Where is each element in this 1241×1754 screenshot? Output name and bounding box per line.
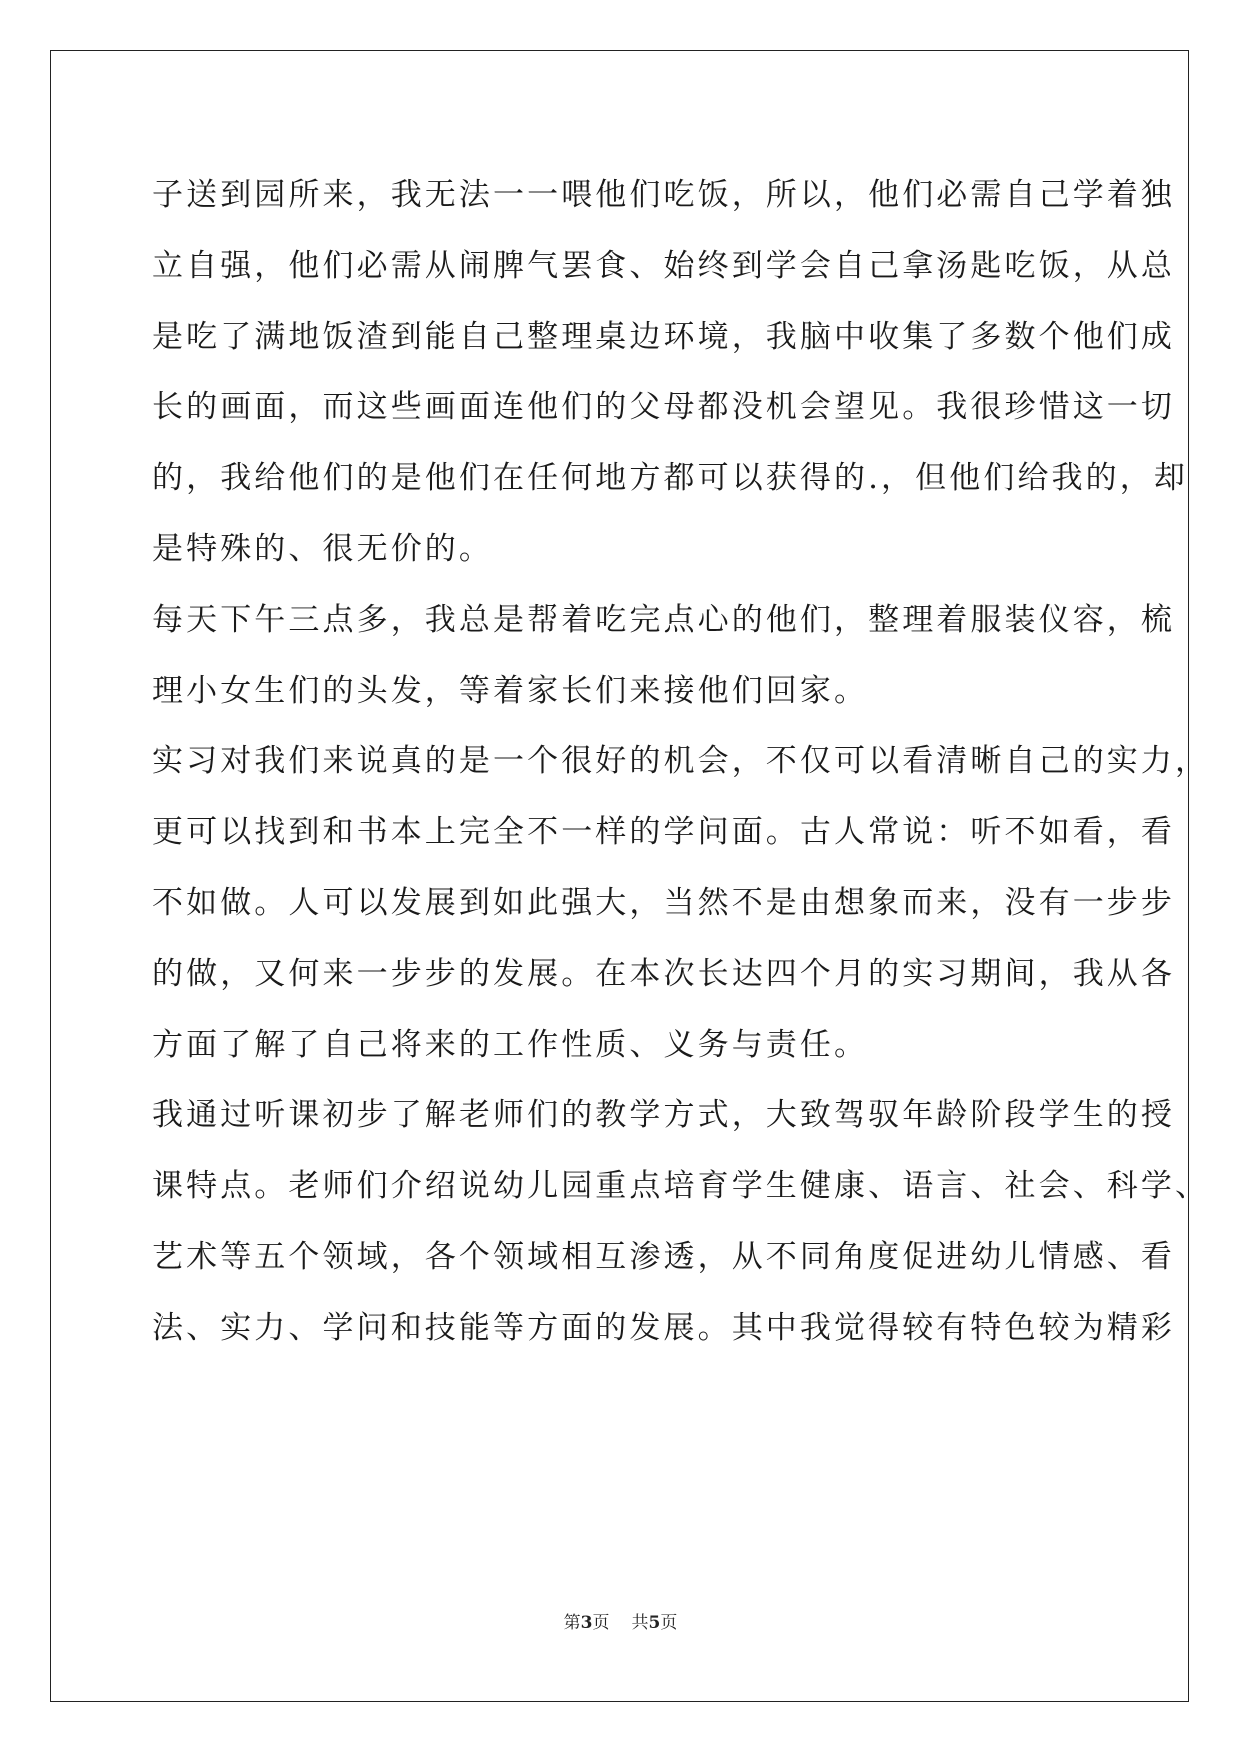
text-line: 艺术等五个领域，各个领域相互渗透，从不同角度促进幼儿情感、看 xyxy=(152,1238,1175,1275)
text-line: 课特点。老师们介绍说幼儿园重点培育学生健康、语言、社会、科学、 xyxy=(152,1168,1210,1205)
text-line: 长的画面，而这些画面连他们的父母都没机会望见。我很珍惜这一切 xyxy=(152,389,1175,426)
text-line: 不如做。人可以发展到如此强大，当然不是由想象而来，没有一步步 xyxy=(152,884,1175,921)
text-line: 实习对我们来说真的是一个很好的机会，不仅可以看清晰自己的实力， xyxy=(152,743,1210,780)
text-line: 法、实力、学问和技能等方面的发展。其中我觉得较有特色较为精彩 xyxy=(152,1309,1175,1346)
text-line: 的，我给他们的是他们在任何地方都可以获得的.，但他们给我的，却 xyxy=(152,460,1188,497)
total-page-number: 5 xyxy=(648,1613,661,1633)
text-line: 方面了解了自己将来的工作性质、义务与责任。 xyxy=(152,1026,869,1063)
text-line: 立自强，他们必需从闹脾气罢食、始终到学会自己拿汤匙吃饭，从总 xyxy=(152,247,1175,284)
text-line: 是吃了满地饭渣到能自己整理桌边环境，我脑中收集了多数个他们成 xyxy=(152,318,1175,355)
text-line: 的做，又何来一步步的发展。在本次长达四个月的实习期间，我从各 xyxy=(152,955,1175,992)
page-footer xyxy=(0,1608,1241,1633)
text-line: 我通过听课初步了解老师们的教学方式，大致驾驭年龄阶段学生的授 xyxy=(152,1097,1175,1134)
text-line: 是特殊的、很无价的。 xyxy=(152,530,493,567)
total-prefix: 共 xyxy=(631,1613,649,1633)
current-page-number: 3 xyxy=(580,1613,593,1633)
text-line: 更可以找到和书本上完全不一样的学问面。古人常说：听不如看，看 xyxy=(152,814,1175,851)
page-prefix: 第 xyxy=(563,1613,581,1633)
page-suffix: 页 xyxy=(592,1613,610,1633)
body-text xyxy=(152,160,1210,1364)
total-suffix: 页 xyxy=(660,1613,678,1633)
text-line: 每天下午三点多，我总是帮着吃完点心的他们，整理着服装仪容，梳 xyxy=(152,601,1175,638)
text-line: 理小女生们的头发，等着家长们来接他们回家。 xyxy=(152,672,869,709)
text-line: 子送到园所来，我无法一一喂他们吃饭，所以，他们必需自己学着独 xyxy=(152,177,1175,213)
